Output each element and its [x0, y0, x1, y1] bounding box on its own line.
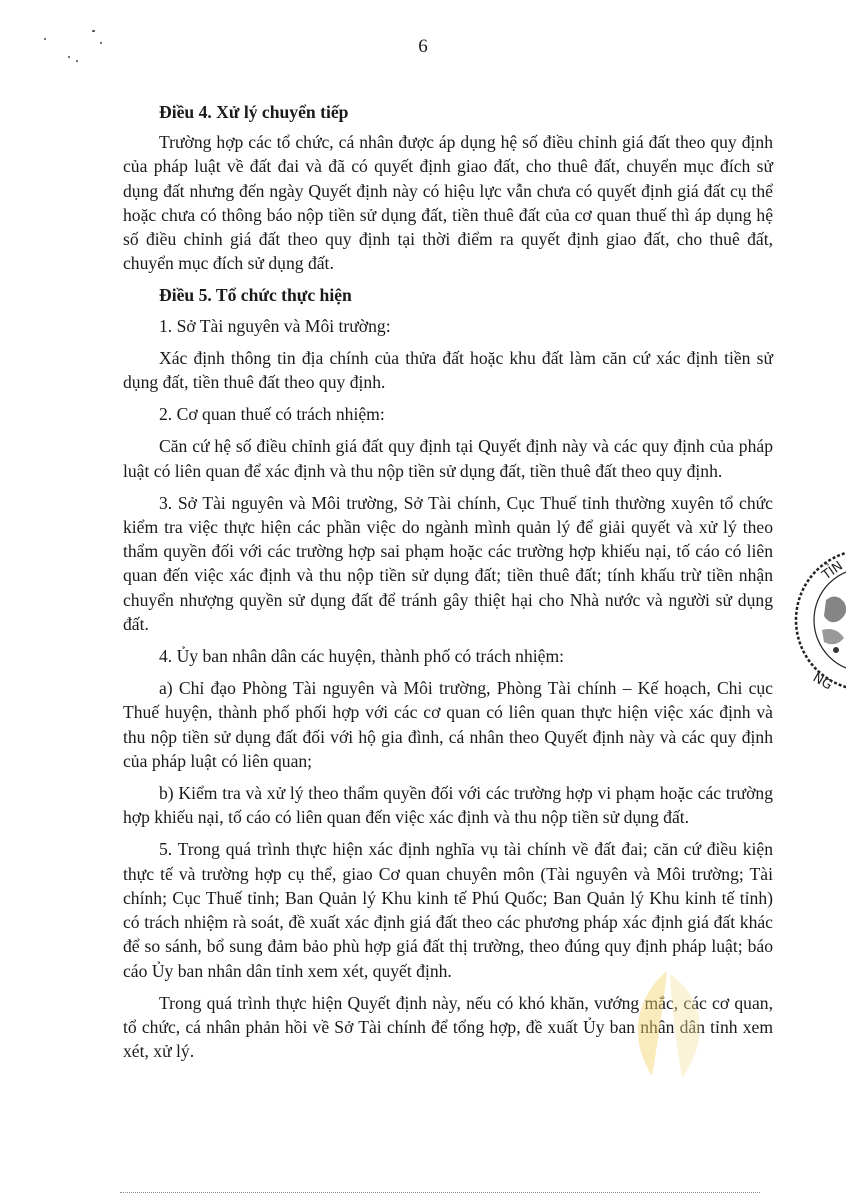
article-4-paragraph: Trường hợp các tổ chức, cá nhân được áp dụng hệ số điều chỉnh giá đất theo quy định của pháp luật về đất đai và đã có quyết định giao đất, cho thuê đất, chuyển mục đích sử dụng đất nhưng đến ngày Quyết định này có hiệu lực vẫn chưa có quyết định giá đất cụ thể hoặc chưa có thông báo nộp tiền sử dụng đất, tiền thuê đất của cơ quan thuế thì áp dụng hệ số điều chỉnh giá đất theo quy định tại thời điểm ra quyết định giao đất, cho thuê đất, chuyển mục đích sử dụng đất. — [123, 132, 773, 274]
article-5-item: a) Chỉ đạo Phòng Tài nguyên và Môi trường, Phòng Tài chính – Kế hoạch, Chi cục Thuế huyện, thành phố phối hợp với các cơ quan có liên quan thực hiện việc xác định và thu nộp tiền sử dụng đất đối với hộ gia đình, cá nhân theo Quyết định này và các quy định của pháp luật có liên quan; — [123, 678, 773, 771]
article-5-title: Điều 5. Tổ chức thực hiện — [159, 285, 352, 306]
article-5-item: 1. Sở Tài nguyên và Môi trường: — [159, 315, 391, 336]
article-5-item: Căn cứ hệ số điều chỉnh giá đất quy định tại Quyết định này và các quy định của pháp luật có liên quan để xác định và thu nộp tiền sử dụng đất, tiền thuê đất theo quy định. — [123, 436, 773, 481]
article-5-item: Trong quá trình thực hiện Quyết định này, nếu có khó khăn, vướng mắc, các cơ quan, tổ chức, cá nhân phản hồi về Sở Tài chính để tổng hợp, đề xuất Ủy ban nhân dân tỉnh xem xét, xử lý. — [123, 992, 773, 1062]
watermark-logo — [612, 966, 722, 1086]
article-4-title: Điều 4. Xử lý chuyển tiếp — [159, 102, 349, 122]
article-5-item: Xác định thông tin địa chính của thửa đất hoặc khu đất làm căn cứ xác định tiền sử dụng đất, tiền thuê đất theo quy định. — [123, 347, 773, 393]
page-number: 6 — [418, 36, 428, 57]
seal-text-bottom: NG — [810, 670, 835, 694]
article-5-item: 5. Trong quá trình thực hiện xác định nghĩa vụ tài chính về đất đai; căn cứ điều kiện thực tế và trường hợp cụ thể, giao Cơ quan chuyên môn (Tài nguyên và Môi trường; Tài chính; Cục Thuế tỉnh; Ban Quản lý Khu kinh tế Phú Quốc; Ban Quản lý Khu kinh tế tỉnh) có trách nhiệm rà soát, đề xuất xác định giá đất theo các phương pháp xác định giá đất khác để so sánh, bổ sung đảm bảo phù hợp giá đất thị trường, theo đúng quy định pháp luật; báo cáo Ủy ban nhân dân tỉnh xem xét, quyết định. — [123, 839, 773, 981]
article-5-item: 2. Cơ quan thuế có trách nhiệm: — [159, 404, 385, 425]
seal-text-top: TỈN — [819, 558, 846, 584]
page-bottom-edge — [120, 1192, 760, 1194]
article-5-item: 4. Ủy ban nhân dân các huyện, thành phố có trách nhiệm: — [159, 646, 565, 667]
official-seal-stamp — [786, 540, 846, 700]
article-5-item: 3. Sở Tài nguyên và Môi trường, Sở Tài chính, Cục Thuế tỉnh thường xuyên tổ chức kiểm tra việc thực hiện các phần việc do ngành mình quản lý để giải quyết và xử lý theo thẩm quyền đối với các trường hợp sai phạm hoặc các trường hợp khiếu nại, tố cáo có liên quan đến việc xác định và thu nộp tiền sử dụng đất; tiền thuê đất; tính khấu trừ tiền nhận chuyển nhượng quyền sử dụng đất để tránh gây thiệt hại cho Nhà nước và người sử dụng đất. — [123, 492, 773, 634]
article-5-item: b) Kiểm tra và xử lý theo thẩm quyền đối với các trường hợp vi phạm hoặc các trường hợp khiếu nại, tố cáo có liên quan đến việc xác định và thu nộp tiền sử dụng đất. — [123, 783, 773, 828]
document-body — [123, 100, 773, 1071]
